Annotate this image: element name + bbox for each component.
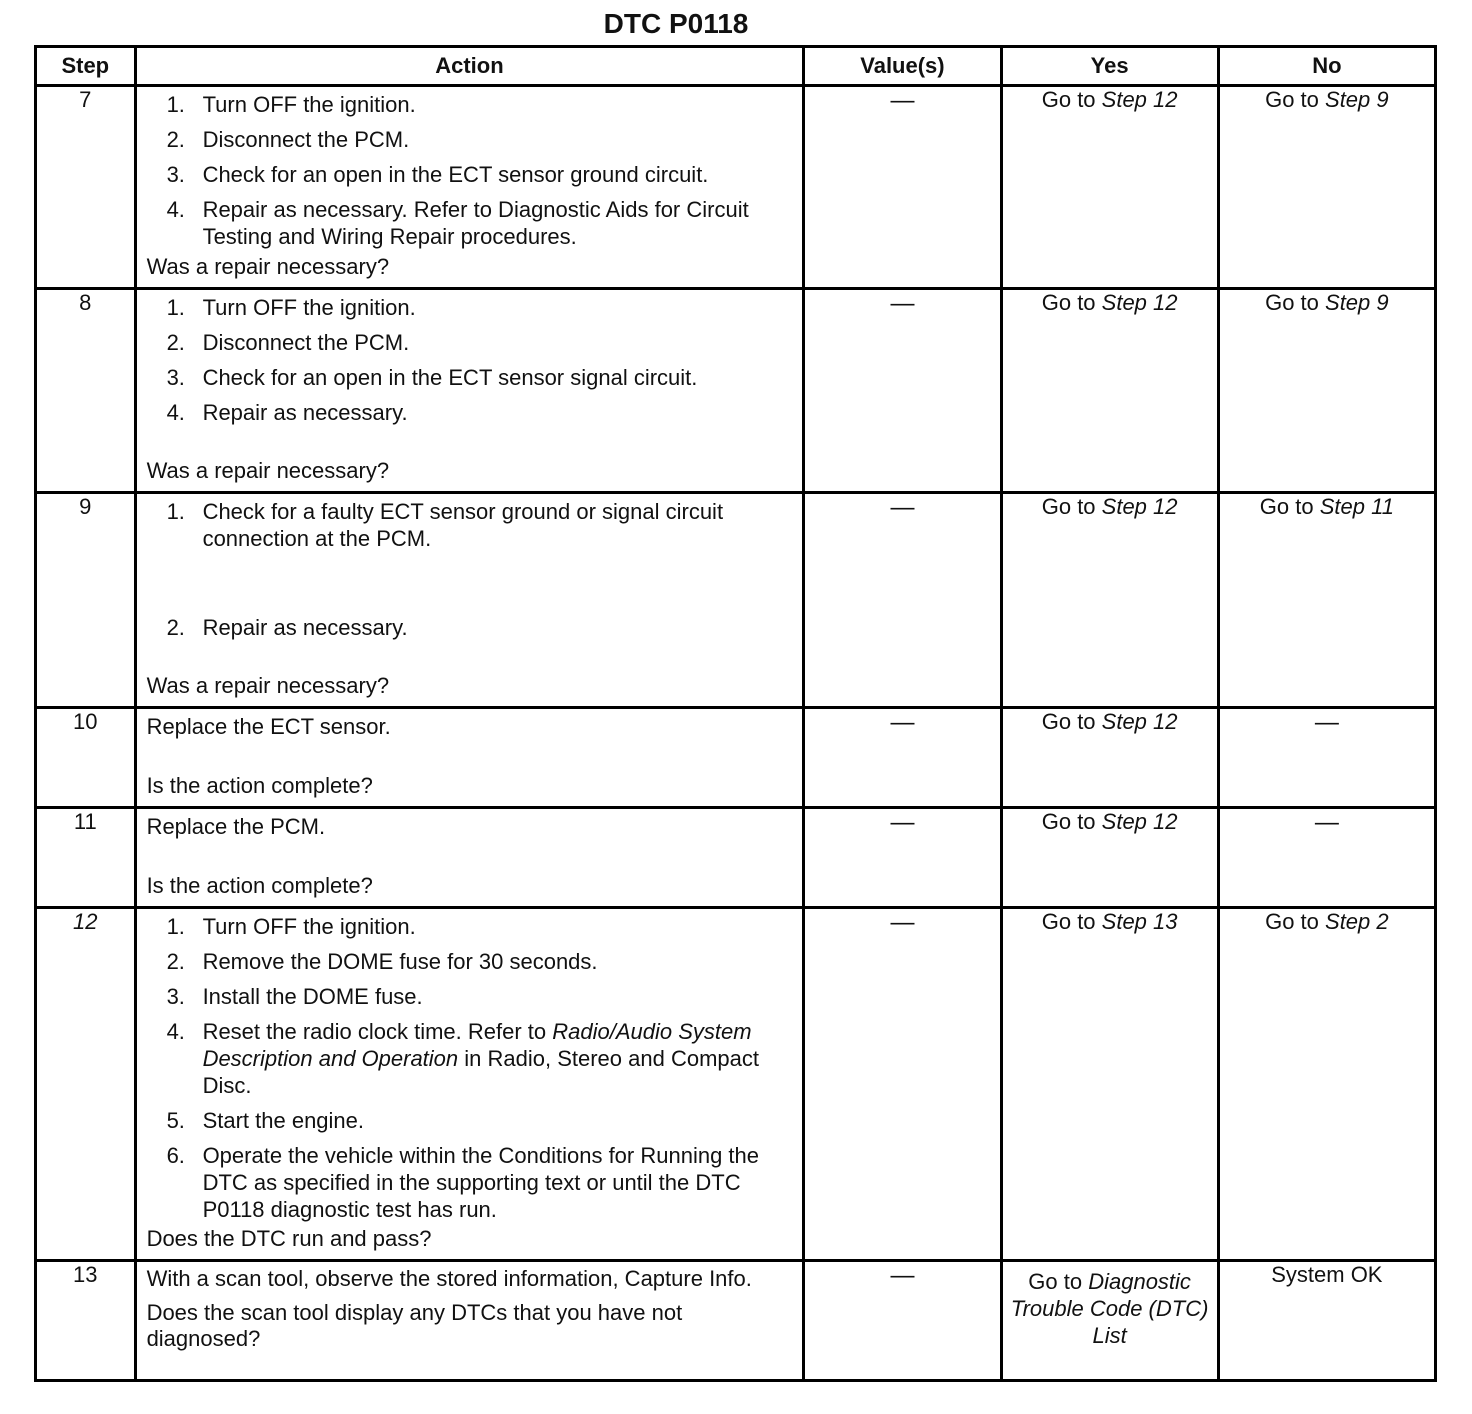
step-number: 12 [36,908,136,1261]
no-cell: Go to Step 11 [1218,493,1435,708]
action-cell [135,908,804,1261]
list-item: 2. Disconnect the PCM. [166,127,410,152]
list-item: 3. Check for an open in the ECT sensor ground circuit. [166,162,709,187]
step-number: 13 [36,1261,136,1381]
header-yes: Yes [1001,47,1218,86]
header-step: Step [36,47,136,86]
yes-cell: Go to Step 12 [1001,289,1218,493]
value-cell: — [804,86,1001,289]
yes-cell: Go to Step 12 [1001,86,1218,289]
value-cell: — [804,289,1001,493]
list-item: 2. Disconnect the PCM. [166,330,410,355]
value-cell: — [804,808,1001,908]
table-row [36,708,1436,808]
list-item: 1. Turn OFF the ignition. [166,295,416,320]
header-action: Action [135,47,804,86]
question-text: Is the action complete? [146,873,373,898]
step-number: 11 [36,808,136,908]
list-item: 3. Check for an open in the ECT sensor signal circuit. [166,365,698,390]
table-row [36,493,1436,708]
step-number: 8 [36,289,136,493]
list-item: 4. Reset the radio clock time. Refer to Radio/Audio System Description and Operation in Radio, Stereo and Compact Disc. [166,1019,759,1098]
question-text: Was a repair necessary? [146,673,390,698]
page-title: DTC P0118 [603,8,749,39]
no-cell: Go to Step 9 [1218,86,1435,289]
no-cell: System OK [1218,1261,1435,1381]
question-text: Does the scan tool display any DTCs that you have not diagnosed? [146,1300,683,1351]
table-row [36,808,1436,908]
step-number: 7 [36,86,136,289]
question-text: Is the action complete? [146,773,373,798]
action-cell [135,708,804,808]
list-item: 5. Start the engine. [166,1108,365,1133]
yes-cell: Go to Diagnostic Trouble Code (DTC) List [1001,1261,1218,1381]
value-cell: — [804,493,1001,708]
action-text: With a scan tool, observe the stored information, Capture Info. [146,1266,752,1291]
list-item: 4. Repair as necessary. [166,400,408,425]
no-cell: — [1218,708,1435,808]
no-cell: Go to Step 2 [1218,908,1435,1261]
action-cell [135,1261,804,1381]
yes-cell: Go to Step 12 [1001,808,1218,908]
table-row [36,908,1436,1261]
table-row [36,289,1436,493]
value-cell: — [804,908,1001,1261]
action-cell [135,808,804,908]
list-item: 4. Repair as necessary. Refer to Diagnostic Aids for Circuit Testing and Wiring Repair procedures. [166,197,749,249]
header-values: Value(s) [804,47,1001,86]
header-row [36,47,1436,86]
table-row [36,1261,1436,1381]
no-cell: Go to Step 9 [1218,289,1435,493]
list-item: 1. Turn OFF the ignition. [166,914,416,939]
action-cell [135,493,804,708]
yes-cell: Go to Step 13 [1001,908,1218,1261]
list-item: 6. Operate the vehicle within the Conditions for Running the DTC as specified in the supporting text or until the DTC P0118 diagnostic test has run. [166,1143,760,1222]
yes-cell: Go to Step 12 [1001,708,1218,808]
action-text: Replace the PCM. [146,814,326,839]
list-item: 2. Repair as necessary. [166,615,408,640]
question-text: Was a repair necessary? [146,254,390,279]
value-cell: — [804,708,1001,808]
diagnostic-table [34,45,1437,1382]
value-cell: — [804,1261,1001,1381]
list-item: 1. Turn OFF the ignition. [166,92,416,117]
action-cell [135,86,804,289]
table-row [36,86,1436,289]
no-cell: — [1218,808,1435,908]
list-item: 2. Remove the DOME fuse for 30 seconds. [166,949,598,974]
action-cell [135,289,804,493]
list-item: 1. Check for a faulty ECT sensor ground or signal circuit connection at the PCM. [166,499,724,551]
action-text: Replace the ECT sensor. [146,714,391,739]
question-text: Does the DTC run and pass? [146,1226,432,1251]
header-no: No [1218,47,1435,86]
step-number: 9 [36,493,136,708]
step-number: 10 [36,708,136,808]
question-text: Was a repair necessary? [146,458,390,483]
yes-cell: Go to Step 12 [1001,493,1218,708]
list-item: 3. Install the DOME fuse. [166,984,423,1009]
